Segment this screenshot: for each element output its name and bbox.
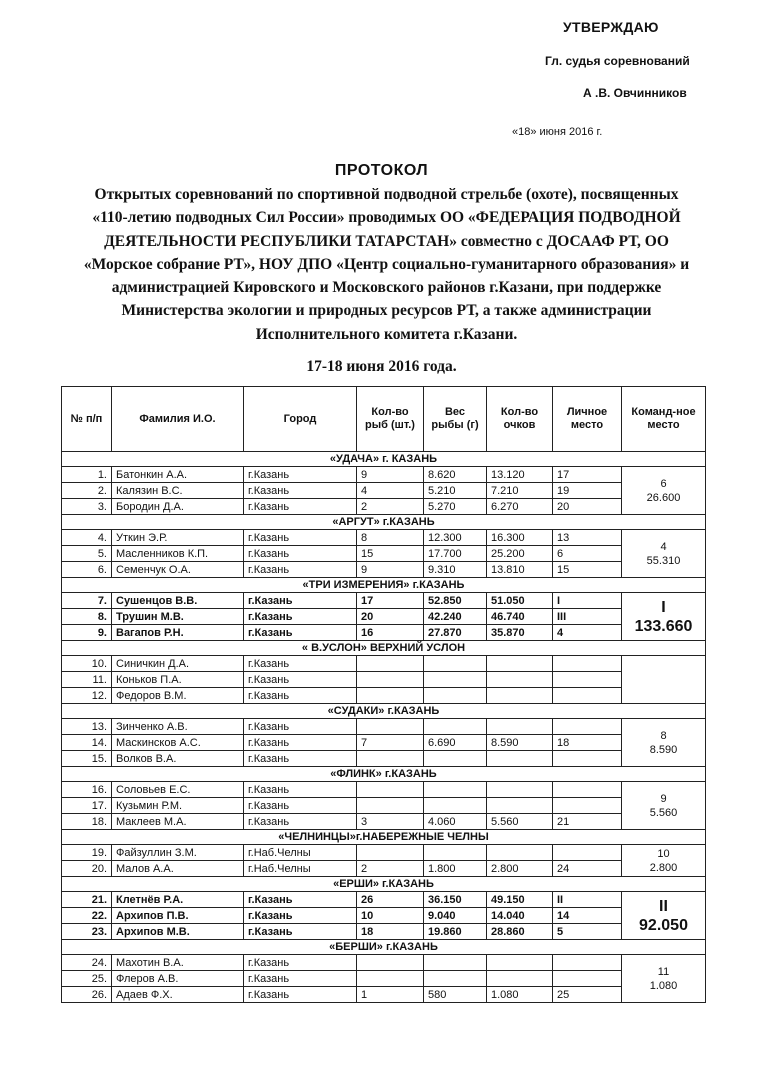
participant-city: г.Казань: [244, 782, 357, 798]
personal-place: [553, 656, 622, 672]
team-place-cell: [622, 467, 706, 515]
team-score: 92.050: [639, 916, 688, 934]
points: 46.740: [487, 609, 553, 625]
participant-name: Бородин Д.А.: [112, 499, 244, 515]
personal-place: 13: [553, 530, 622, 546]
table-row: [62, 924, 706, 940]
points: [487, 751, 553, 767]
header-num: № п/п: [62, 387, 112, 452]
participant-number: 24.: [62, 955, 112, 971]
participant-number: 8.: [62, 609, 112, 625]
fish-weight: 8.620: [424, 467, 487, 483]
table-row: [62, 782, 706, 798]
fish-count: 26: [357, 892, 424, 908]
fish-weight: 5.210: [424, 483, 487, 499]
fish-count: 9: [357, 562, 424, 578]
points: [487, 782, 553, 798]
header-fish-count: Кол-во рыб (шт.): [357, 387, 424, 452]
chief-judge-name: А .В. Овчинников: [583, 86, 687, 100]
personal-place: [553, 751, 622, 767]
fish-count: [357, 751, 424, 767]
fish-weight: 4.060: [424, 814, 487, 830]
participant-number: 15.: [62, 751, 112, 767]
fish-weight: 6.690: [424, 735, 487, 751]
fish-count: [357, 971, 424, 987]
points: 1.080: [487, 987, 553, 1003]
fish-count: 2: [357, 861, 424, 877]
participant-number: 7.: [62, 593, 112, 609]
points: [487, 798, 553, 814]
results-body: [62, 452, 706, 1003]
points: [487, 845, 553, 861]
fish-count: [357, 672, 424, 688]
team-header-row: [62, 704, 706, 719]
table-row: [62, 530, 706, 546]
table-row: [62, 971, 706, 987]
participant-city: г.Казань: [244, 892, 357, 908]
participant-number: 10.: [62, 656, 112, 672]
fish-weight: [424, 971, 487, 987]
fish-weight: 27.870: [424, 625, 487, 641]
participant-number: 14.: [62, 735, 112, 751]
fish-weight: 52.850: [424, 593, 487, 609]
team-place: 8: [660, 729, 667, 742]
participant-name: Флеров А.В.: [112, 971, 244, 987]
fish-count: 3: [357, 814, 424, 830]
chief-judge-position: Гл. судья соревнований: [545, 54, 690, 68]
participant-city: г.Казань: [244, 908, 357, 924]
personal-place: 17: [553, 467, 622, 483]
points: 14.040: [487, 908, 553, 924]
personal-place: 20: [553, 499, 622, 515]
table-row: [62, 845, 706, 861]
team-place-cell: [622, 719, 706, 767]
team-header-row: [62, 767, 706, 782]
table-row: [62, 719, 706, 735]
fish-weight: 36.150: [424, 892, 487, 908]
participant-city: г.Наб.Челны: [244, 845, 357, 861]
participant-name: Коньков П.А.: [112, 672, 244, 688]
points: [487, 656, 553, 672]
fish-count: 18: [357, 924, 424, 940]
team-place-cell: [622, 955, 706, 1003]
participant-city: г.Казань: [244, 955, 357, 971]
team-header-row: [62, 452, 706, 467]
team-name: «ТРИ ИЗМЕРЕНИЯ» г.КАЗАНЬ: [62, 578, 706, 593]
fish-weight: 42.240: [424, 609, 487, 625]
team-header-row: [62, 641, 706, 656]
header-points: Кол-во очков: [487, 387, 553, 452]
points: 16.300: [487, 530, 553, 546]
personal-place: [553, 719, 622, 735]
fish-count: 7: [357, 735, 424, 751]
fish-weight: 19.860: [424, 924, 487, 940]
fish-count: 10: [357, 908, 424, 924]
header-team-place: Команд-ное место: [622, 387, 706, 452]
personal-place: 21: [553, 814, 622, 830]
subtitle-line: Открытых соревнований по спортивной подводной стрельбе (охоте), посвященных: [94, 186, 679, 203]
participant-name: Маклеев М.А.: [112, 814, 244, 830]
fish-weight: 9.040: [424, 908, 487, 924]
participant-name: Малов А.А.: [112, 861, 244, 877]
header-weight: Вес рыбы (г): [424, 387, 487, 452]
table-row: [62, 814, 706, 830]
participant-number: 13.: [62, 719, 112, 735]
points: 6.270: [487, 499, 553, 515]
participant-city: г.Казань: [244, 672, 357, 688]
results-table: [61, 386, 706, 1003]
fish-weight: 580: [424, 987, 487, 1003]
participant-number: 26.: [62, 987, 112, 1003]
participant-name: Махотин В.А.: [112, 955, 244, 971]
participant-name: Адаев Ф.Х.: [112, 987, 244, 1003]
points: 2.800: [487, 861, 553, 877]
participant-city: г.Казань: [244, 735, 357, 751]
participant-city: г.Казань: [244, 530, 357, 546]
fish-count: 4: [357, 483, 424, 499]
participant-name: Файзуллин З.М.: [112, 845, 244, 861]
points: 8.590: [487, 735, 553, 751]
fish-weight: [424, 751, 487, 767]
participant-name: Маскинсков А.С.: [112, 735, 244, 751]
participant-name: Семенчук О.А.: [112, 562, 244, 578]
points: 51.050: [487, 593, 553, 609]
table-row: [62, 609, 706, 625]
personal-place: [553, 782, 622, 798]
participant-number: 5.: [62, 546, 112, 562]
participant-name: Архипов М.В.: [112, 924, 244, 940]
team-score: 2.800: [649, 861, 678, 874]
team-score: 26.600: [646, 491, 681, 504]
points: 13.120: [487, 467, 553, 483]
personal-place: [553, 955, 622, 971]
participant-number: 4.: [62, 530, 112, 546]
fish-count: [357, 719, 424, 735]
participant-city: г.Казань: [244, 562, 357, 578]
personal-place: III: [553, 609, 622, 625]
table-row: [62, 987, 706, 1003]
personal-place: 15: [553, 562, 622, 578]
table-row: [62, 562, 706, 578]
points: [487, 672, 553, 688]
participant-number: 3.: [62, 499, 112, 515]
participant-number: 1.: [62, 467, 112, 483]
team-place: 11: [657, 965, 670, 978]
personal-place: [553, 845, 622, 861]
participant-name: Масленников К.П.: [112, 546, 244, 562]
personal-place: I: [553, 593, 622, 609]
participant-name: Кузьмин Р.М.: [112, 798, 244, 814]
team-place: 9: [660, 792, 667, 805]
points: 28.860: [487, 924, 553, 940]
team-name: «ЧЕЛНИНЦЫ»г.НАБЕРЕЖНЫЕ ЧЕЛНЫ: [62, 830, 706, 845]
points: [487, 719, 553, 735]
participant-city: г.Казань: [244, 688, 357, 704]
team-place: 6: [660, 477, 667, 490]
fish-count: 2: [357, 499, 424, 515]
team-score: 8.590: [649, 743, 678, 756]
participant-city: г.Казань: [244, 609, 357, 625]
participant-city: г.Казань: [244, 483, 357, 499]
team-header-row: [62, 940, 706, 955]
fish-count: 20: [357, 609, 424, 625]
participant-number: 19.: [62, 845, 112, 861]
team-header-row: [62, 877, 706, 892]
participant-city: г.Казань: [244, 987, 357, 1003]
points: 25.200: [487, 546, 553, 562]
team-place-cell: [622, 845, 706, 877]
fish-count: 17: [357, 593, 424, 609]
personal-place: 6: [553, 546, 622, 562]
fish-weight: 12.300: [424, 530, 487, 546]
participant-number: 20.: [62, 861, 112, 877]
fish-count: [357, 688, 424, 704]
team-place: 10: [657, 847, 670, 860]
table-row: [62, 499, 706, 515]
participant-city: г.Казань: [244, 719, 357, 735]
table-row: [62, 625, 706, 641]
points: 49.150: [487, 892, 553, 908]
fish-count: 16: [357, 625, 424, 641]
team-header-row: [62, 830, 706, 845]
personal-place: 4: [553, 625, 622, 641]
team-place-cell: [622, 782, 706, 830]
team-score: 55.310: [646, 554, 681, 567]
participant-number: 18.: [62, 814, 112, 830]
fish-count: 8: [357, 530, 424, 546]
subtitle-line: ДЕЯТЕЛЬНОСТИ РЕСПУБЛИКИ ТАТАРСТАН» совместно с ДОСААФ РТ, ОО: [104, 232, 669, 250]
participant-name: Зинченко А.В.: [112, 719, 244, 735]
table-row: [62, 751, 706, 767]
points: 13.810: [487, 562, 553, 578]
team-name: «БЕРШИ» г.КАЗАНЬ: [62, 940, 706, 955]
approval-title: УТВЕРЖДАЮ: [563, 19, 659, 35]
table-header-row: [62, 387, 706, 452]
participant-city: г.Казань: [244, 814, 357, 830]
fish-weight: [424, 719, 487, 735]
team-name: «СУДАКИ» г.КАЗАНЬ: [62, 704, 706, 719]
personal-place: [553, 688, 622, 704]
team-score: 5.560: [649, 806, 678, 819]
team-place-cell: [622, 656, 706, 704]
fish-count: [357, 782, 424, 798]
participant-name: Синичкин Д.А.: [112, 656, 244, 672]
team-place-cell: [622, 530, 706, 578]
fish-count: 1: [357, 987, 424, 1003]
participant-name: Клетнёв Р.А.: [112, 892, 244, 908]
participant-name: Соловьев Е.С.: [112, 782, 244, 798]
table-row: [62, 908, 706, 924]
team-name: «ЕРШИ» г.КАЗАНЬ: [62, 877, 706, 892]
points: [487, 955, 553, 971]
header-name: Фамилия И.О.: [112, 387, 244, 452]
participant-number: 22.: [62, 908, 112, 924]
participant-name: Калязин В.С.: [112, 483, 244, 499]
fish-weight: 1.800: [424, 861, 487, 877]
points: 35.870: [487, 625, 553, 641]
team-place: I: [661, 598, 666, 616]
participant-city: г.Казань: [244, 798, 357, 814]
participant-name: Уткин Э.Р.: [112, 530, 244, 546]
team-name: «АРГУТ» г.КАЗАНЬ: [62, 515, 706, 530]
points: 5.560: [487, 814, 553, 830]
participant-name: Сушенцов В.В.: [112, 593, 244, 609]
table-row: [62, 861, 706, 877]
participant-name: Федоров В.М.: [112, 688, 244, 704]
participant-name: Волков В.А.: [112, 751, 244, 767]
team-header-row: [62, 578, 706, 593]
participant-number: 25.: [62, 971, 112, 987]
fish-weight: [424, 656, 487, 672]
participant-number: 17.: [62, 798, 112, 814]
team-name: « В.УСЛОН» ВЕРХНИЙ УСЛОН: [62, 641, 706, 656]
table-row: [62, 656, 706, 672]
participant-number: 2.: [62, 483, 112, 499]
personal-place: [553, 798, 622, 814]
header-personal-place: Личное место: [553, 387, 622, 452]
participant-number: 21.: [62, 892, 112, 908]
fish-count: [357, 955, 424, 971]
participant-number: 23.: [62, 924, 112, 940]
table-row: [62, 798, 706, 814]
personal-place: 24: [553, 861, 622, 877]
participant-city: г.Казань: [244, 467, 357, 483]
team-name: «УДАЧА» г. КАЗАНЬ: [62, 452, 706, 467]
participant-number: 11.: [62, 672, 112, 688]
participant-number: 6.: [62, 562, 112, 578]
fish-weight: [424, 845, 487, 861]
fish-weight: [424, 688, 487, 704]
personal-place: [553, 971, 622, 987]
fish-count: [357, 656, 424, 672]
personal-place: 5: [553, 924, 622, 940]
points: 7.210: [487, 483, 553, 499]
personal-place: II: [553, 892, 622, 908]
fish-count: 9: [357, 467, 424, 483]
table-row: [62, 593, 706, 609]
personal-place: 25: [553, 987, 622, 1003]
points: [487, 971, 553, 987]
fish-weight: 17.700: [424, 546, 487, 562]
fish-weight: 5.270: [424, 499, 487, 515]
table-row: [62, 483, 706, 499]
fish-weight: [424, 782, 487, 798]
team-name: «ФЛИНК» г.КАЗАНЬ: [62, 767, 706, 782]
team-place-cell: [622, 892, 706, 940]
subtitle-line: Министерства экологии и природных ресурсов РТ, а также администрации: [121, 302, 652, 320]
team-place: 4: [660, 540, 667, 553]
fish-count: 15: [357, 546, 424, 562]
fish-weight: 9.310: [424, 562, 487, 578]
participant-name: Батонкин А.А.: [112, 467, 244, 483]
subtitle-line: Исполнительного комитета г.Казани.: [255, 325, 518, 343]
team-place: II: [659, 897, 668, 915]
team-score: 1.080: [649, 979, 678, 992]
table-row: [62, 892, 706, 908]
subtitle-line: «Морское собрание РТ», НОУ ДПО «Центр социально-гуманитарного образования» и: [83, 255, 690, 273]
fish-weight: [424, 672, 487, 688]
participant-name: Архипов П.В.: [112, 908, 244, 924]
participant-city: г.Казань: [244, 971, 357, 987]
team-header-row: [62, 515, 706, 530]
participant-city: г.Казань: [244, 656, 357, 672]
personal-place: 19: [553, 483, 622, 499]
table-row: [62, 735, 706, 751]
personal-place: 18: [553, 735, 622, 751]
table-row: [62, 672, 706, 688]
participant-city: г.Казань: [244, 625, 357, 641]
fish-count: [357, 845, 424, 861]
approval-date: «18» июня 2016 г.: [512, 126, 603, 138]
participant-city: г.Казань: [244, 751, 357, 767]
participant-number: 16.: [62, 782, 112, 798]
participant-number: 9.: [62, 625, 112, 641]
participant-city: г.Казань: [244, 593, 357, 609]
table-row: [62, 955, 706, 971]
participant-city: г.Казань: [244, 546, 357, 562]
participant-city: г.Казань: [244, 924, 357, 940]
fish-weight: [424, 955, 487, 971]
fish-weight: [424, 798, 487, 814]
points: [487, 688, 553, 704]
team-score: 133.660: [634, 617, 693, 635]
subtitle-line: администрацией Кировского и Московского районов г.Казани, при поддержке: [111, 279, 662, 297]
header-city: Город: [244, 387, 357, 452]
personal-place: [553, 672, 622, 688]
participant-name: Трушин М.В.: [112, 609, 244, 625]
competition-dates: 17-18 июня 2016 года.: [306, 358, 457, 375]
participant-name: Вагапов Р.Н.: [112, 625, 244, 641]
team-place-cell: [622, 593, 706, 641]
personal-place: 14: [553, 908, 622, 924]
participant-city: г.Наб.Челны: [244, 861, 357, 877]
table-row: [62, 467, 706, 483]
subtitle-line: «110-летию подводных Сил России» проводимых ОО «ФЕДЕРАЦИЯ ПОДВОДНОЙ: [92, 209, 681, 227]
protocol-title: ПРОТОКОЛ: [334, 162, 429, 179]
participant-city: г.Казань: [244, 499, 357, 515]
fish-count: [357, 798, 424, 814]
participant-number: 12.: [62, 688, 112, 704]
table-row: [62, 688, 706, 704]
protocol-subtitle: [30, 183, 743, 346]
table-row: [62, 546, 706, 562]
